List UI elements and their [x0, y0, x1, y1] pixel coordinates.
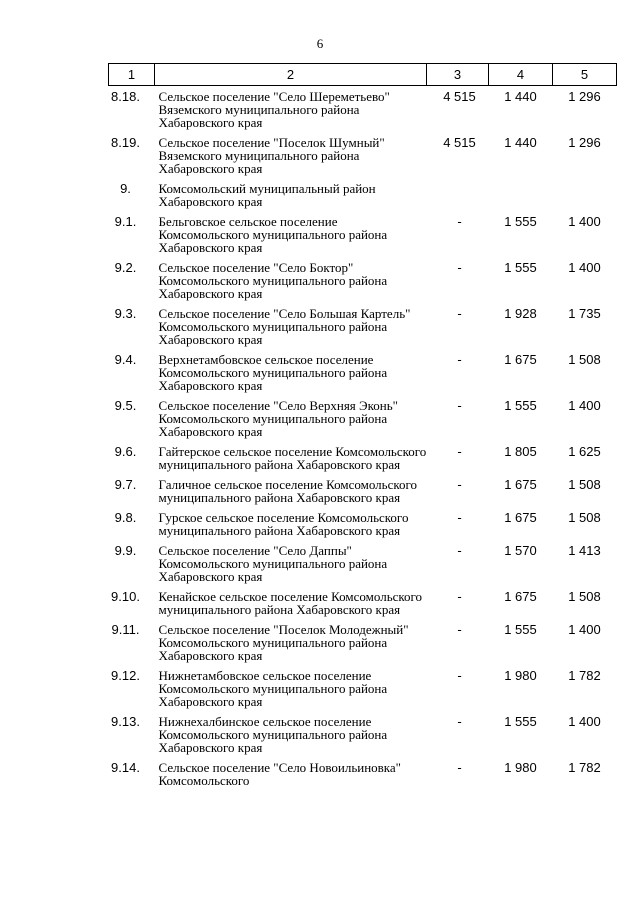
row-number: 9.3. — [114, 306, 137, 321]
settlement-name: Галичное сельское поселение Комсомольского муниципального района Хабаровского края — [158, 477, 418, 505]
table-row — [109, 261, 617, 307]
value-col-5: 1 296 — [568, 135, 601, 150]
value-col-5: 1 413 — [568, 543, 601, 558]
page-number: 6 — [316, 36, 324, 51]
value-col-3: - — [457, 477, 462, 492]
row-number: 9.14. — [111, 760, 140, 775]
row-number: 9.8. — [114, 510, 137, 525]
value-col-3: 4 515 — [443, 89, 476, 104]
value-col-4: 1 980 — [504, 668, 537, 683]
value-col-5: 1 508 — [568, 589, 601, 604]
value-col-5: 1 625 — [568, 444, 601, 459]
value-col-4: 1 980 — [504, 760, 537, 775]
value-col-3: - — [457, 543, 462, 558]
value-col-5: 1 782 — [568, 760, 601, 775]
value-col-5: 1 508 — [568, 477, 601, 492]
settlement-name: Гайтерское сельское поселение Комсомольского муниципального района Хабаровского края — [158, 444, 427, 472]
row-number: 9.9. — [114, 543, 137, 558]
value-col-5: 1 508 — [568, 352, 601, 367]
row-number: 9.11. — [111, 622, 140, 637]
value-col-4: 1 928 — [504, 306, 537, 321]
value-col-5: 1 296 — [568, 89, 601, 104]
value-col-5: 1 400 — [568, 622, 601, 637]
table-row — [109, 353, 617, 399]
row-number: 8.18. — [111, 89, 140, 104]
column-header-1: 1 — [109, 64, 155, 86]
value-col-5: 1 735 — [568, 306, 601, 321]
row-number: 9.4. — [114, 352, 137, 367]
value-col-5: 1 400 — [568, 260, 601, 275]
value-col-3 — [427, 182, 489, 215]
table-row — [109, 136, 617, 182]
value-col-4: 1 440 — [504, 89, 537, 104]
settlement-name: Сельское поселение "Село Даппы" Комсомольского муниципального района Хабаровского края — [158, 543, 388, 584]
row-number: 9.13. — [111, 714, 140, 729]
value-col-4: 1 440 — [504, 135, 537, 150]
row-number: 9.5. — [114, 398, 137, 413]
value-col-5: 1 400 — [568, 214, 601, 229]
value-col-4 — [489, 182, 553, 215]
table-row — [109, 215, 617, 261]
table-row — [109, 307, 617, 353]
table-row — [109, 511, 617, 544]
value-col-4: 1 555 — [504, 714, 537, 729]
column-header-3: 3 — [427, 64, 489, 86]
row-number: 9.12. — [111, 668, 140, 683]
value-col-3: 4 515 — [443, 135, 476, 150]
settlement-name: Сельское поселение "Село Боктор" Комсомольского муниципального района Хабаровского края — [158, 260, 388, 301]
value-col-3: - — [457, 760, 462, 775]
value-col-3: - — [457, 444, 462, 459]
value-col-3: - — [457, 714, 462, 729]
row-number: 9.10. — [111, 589, 140, 604]
column-header-4: 4 — [489, 64, 553, 86]
settlement-name: Сельское поселение "Село Верхняя Эконь" Комсомольского муниципального района Хабаровского края — [158, 398, 398, 439]
value-col-3: - — [457, 214, 462, 229]
row-number: 9. — [120, 181, 131, 196]
settlement-name: Сельское поселение "Село Шереметьево" Вяземского муниципального района Хабаровского края — [158, 89, 390, 130]
row-number: 9.6. — [114, 444, 137, 459]
value-col-3: - — [457, 668, 462, 683]
row-number: 8.19. — [111, 135, 140, 150]
settlement-name: Бельговское сельское поселение Комсомольского муниципального района Хабаровского края — [158, 214, 388, 255]
table-row — [109, 623, 617, 669]
value-col-3: - — [457, 352, 462, 367]
value-col-3: - — [457, 510, 462, 525]
value-col-4: 1 675 — [504, 352, 537, 367]
settlement-name: Верхнетамбовское сельское поселение Комсомольского муниципального района Хабаровского края — [158, 352, 388, 393]
value-col-3: - — [457, 589, 462, 604]
settlement-name: Нижнетамбовское сельское поселение Комсомольского муниципального района Хабаровского края — [158, 668, 388, 709]
column-header-2: 2 — [155, 64, 427, 86]
settlement-name: Сельское поселение "Село Новоильиновка" Комсомольского — [158, 760, 401, 788]
settlement-name: Комсомольский муниципальный район Хабаровского края — [158, 181, 376, 209]
value-col-4: 1 555 — [504, 398, 537, 413]
settlement-name: Нижнехалбинское сельское поселение Комсомольского муниципального района Хабаровского края — [158, 714, 388, 755]
value-col-5 — [553, 182, 617, 215]
row-number: 9.7. — [114, 477, 137, 492]
column-header-5: 5 — [553, 64, 617, 86]
value-col-4: 1 570 — [504, 543, 537, 558]
value-col-5: 1 400 — [568, 714, 601, 729]
value-col-4: 1 675 — [504, 589, 537, 604]
tariff-table — [108, 63, 617, 794]
value-col-5: 1 782 — [568, 668, 601, 683]
table-body — [109, 86, 617, 795]
settlement-name: Сельское поселение "Поселок Шумный" Вяземского муниципального района Хабаровского края — [158, 135, 385, 176]
value-col-4: 1 555 — [504, 622, 537, 637]
value-col-4: 1 555 — [504, 260, 537, 275]
settlement-name: Сельское поселение "Поселок Молодежный" Комсомольского муниципального района Хабаровского края — [158, 622, 409, 663]
value-col-3: - — [457, 306, 462, 321]
value-col-4: 1 555 — [504, 214, 537, 229]
row-number: 9.2. — [114, 260, 137, 275]
settlement-name: Кенайское сельское поселение Комсомольского муниципального района Хабаровского края — [158, 589, 423, 617]
value-col-4: 1 675 — [504, 477, 537, 492]
table-row — [109, 544, 617, 590]
table-row — [109, 445, 617, 478]
settlement-name: Гурское сельское поселение Комсомольского муниципального района Хабаровского края — [158, 510, 409, 538]
value-col-4: 1 805 — [504, 444, 537, 459]
table-row — [109, 715, 617, 761]
table-row — [109, 761, 617, 794]
value-col-5: 1 508 — [568, 510, 601, 525]
value-col-3: - — [457, 398, 462, 413]
value-col-3: - — [457, 260, 462, 275]
value-col-4: 1 675 — [504, 510, 537, 525]
table-row — [109, 590, 617, 623]
table-row — [109, 86, 617, 137]
value-col-5: 1 400 — [568, 398, 601, 413]
settlement-name: Сельское поселение "Село Большая Картель" Комсомольского муниципального района Хабаровского края — [158, 306, 411, 347]
table-header — [109, 64, 617, 86]
value-col-3: - — [457, 622, 462, 637]
table-row — [109, 478, 617, 511]
table-row — [109, 182, 617, 215]
table-row — [109, 669, 617, 715]
table-row — [109, 399, 617, 445]
row-number: 9.1. — [114, 214, 137, 229]
